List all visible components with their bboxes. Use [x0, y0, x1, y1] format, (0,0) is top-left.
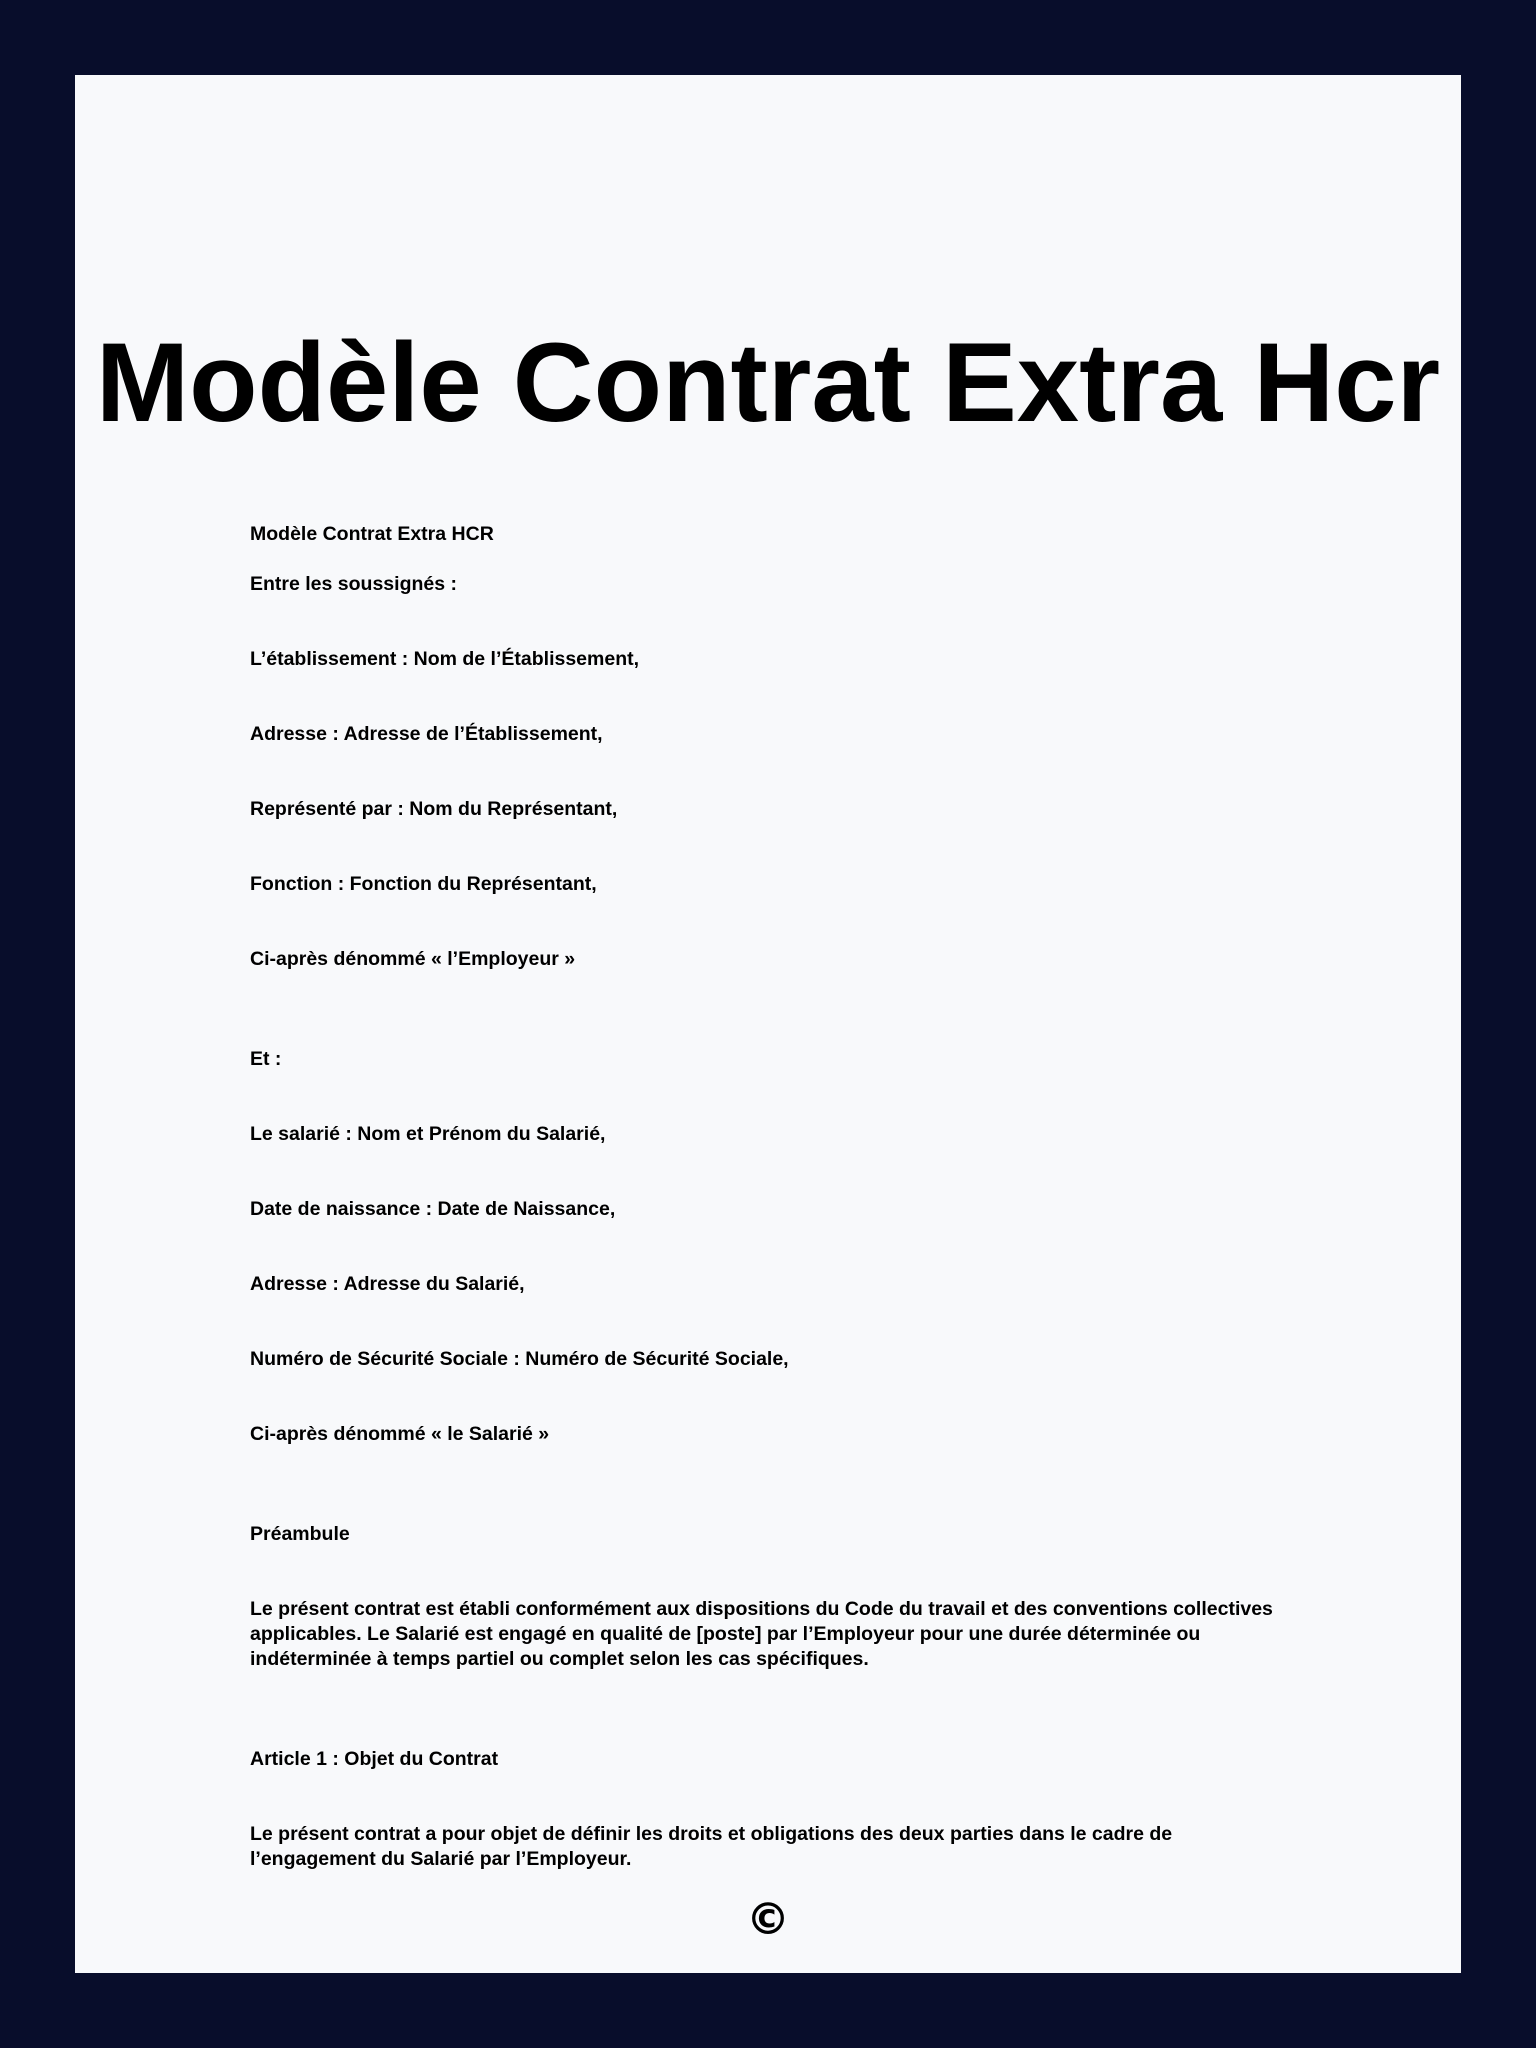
parties-intro: Entre les soussignés : [250, 573, 457, 595]
contract-heading: Modèle Contrat Extra HCR [250, 523, 494, 545]
preamble-heading: Préambule [250, 1523, 350, 1545]
employer-address: Adresse : Adresse de l’Établissement, [250, 723, 603, 745]
employer-establishment: L’établissement : Nom de l’Établissement, [250, 648, 640, 670]
document-title: Modèle Contrat Extra Hcr [95, 320, 1441, 445]
employer-function: Fonction : Fonction du Représentant, [250, 873, 597, 895]
article-1-text: Le présent contrat a pour objet de définir les droits et obligations des deux parties dans le cadre de l’engagement du Salarié par l’Employeur. [250, 1823, 1173, 1870]
preamble-text: Le présent contrat est établi conformément aux dispositions du Code du travail et des conventions collectives applicables. Le Salarié est engagé en qualité de [poste] par l’Employeur pour une durée déterminée ou indéterminée à temps partiel ou complet selon les cas spécifiques. [250, 1598, 1273, 1670]
employer-representative: Représenté par : Nom du Représentant, [250, 798, 618, 820]
employee-designation: Ci-après dénommé « le Salarié » [250, 1423, 550, 1445]
and-separator: Et : [250, 1048, 282, 1070]
article-1-heading: Article 1 : Objet du Contrat [250, 1748, 499, 1770]
copyright-icon: © [746, 1894, 790, 1945]
employer-designation: Ci-après dénommé « l’Employeur » [250, 948, 576, 970]
employee-address: Adresse : Adresse du Salarié, [250, 1273, 525, 1295]
document-page [75, 75, 1461, 1973]
employee-name: Le salarié : Nom et Prénom du Salarié, [250, 1123, 606, 1145]
employee-birthdate: Date de naissance : Date de Naissance, [250, 1198, 616, 1220]
employee-social-security: Numéro de Sécurité Sociale : Numéro de Sécurité Sociale, [250, 1348, 789, 1370]
